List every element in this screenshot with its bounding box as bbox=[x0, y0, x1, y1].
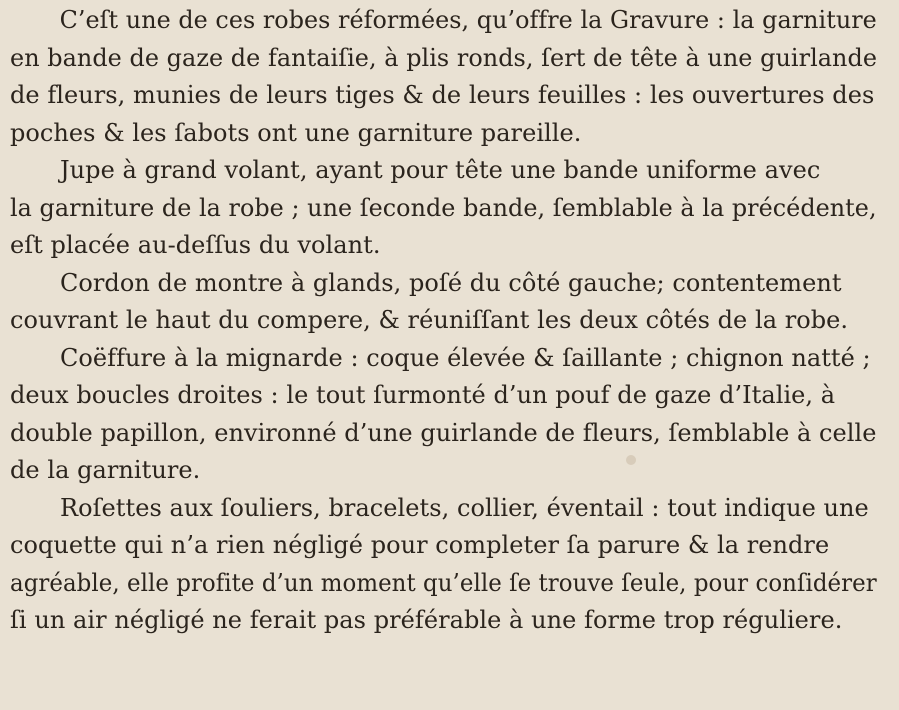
text-line: Roſettes aux ſouliers, bracelets, collier, éventail : tout indique une bbox=[60, 493, 869, 522]
text-line: ſi un air négligé ne ferait pas préférable à une forme trop réguliere. bbox=[10, 606, 843, 634]
text-line: couvrant le haut du compere, & réuniſſant les deux côtés de la robe. bbox=[10, 306, 849, 334]
text-line: Jupe à grand volant, ayant pour tête une bande uniforme avec bbox=[60, 156, 821, 184]
text-line: de la garniture. bbox=[10, 456, 201, 484]
paragraph-coeffure bbox=[10, 340, 877, 490]
paragraph-rosettes bbox=[10, 490, 877, 640]
text-line: coquette qui n’a rien négligé pour completer ſa parure & la rendre bbox=[10, 531, 830, 559]
text-line: C’eſt une de ces robes réformées, qu’offre la Gravure : la garniture bbox=[59, 6, 877, 34]
text-line: la garniture de la robe ; une ſeconde bande, ſemblable à la précédente, bbox=[10, 193, 877, 222]
text-line: Cordon de montre à glands, poſé du côté gauche; contentement bbox=[60, 268, 842, 297]
text-line: de fleurs, munies de leurs tiges & de leurs feuilles : les ouvertures des bbox=[10, 81, 875, 109]
text-line: agréable, elle profite d’un moment qu’elle ſe trouve ſeule, pour conſidérer bbox=[10, 568, 877, 597]
text-line: double papillon, environné d’une guirlande de fleurs, ſemblable à celle bbox=[10, 418, 877, 447]
paragraph-jupe bbox=[10, 152, 877, 265]
text-line: en bande de gaze de fantaiſie, à plis ronds, ſert de tête à une guirlande bbox=[10, 43, 878, 72]
paragraph-cordon bbox=[10, 265, 877, 340]
text-line: poches & les ſabots ont une garniture pareille. bbox=[10, 118, 582, 147]
paragraph-robe bbox=[10, 2, 877, 152]
paper-stain bbox=[626, 455, 636, 465]
text-line: eſt placée au-deſſus du volant. bbox=[10, 231, 381, 259]
text-line: deux boucles droites : le tout ſurmonté d’un pouf de gaze d’Italie, à bbox=[10, 381, 836, 409]
text-line: Coëffure à la mignarde : coque élevée & ſaillante ; chignon natté ; bbox=[60, 343, 871, 372]
